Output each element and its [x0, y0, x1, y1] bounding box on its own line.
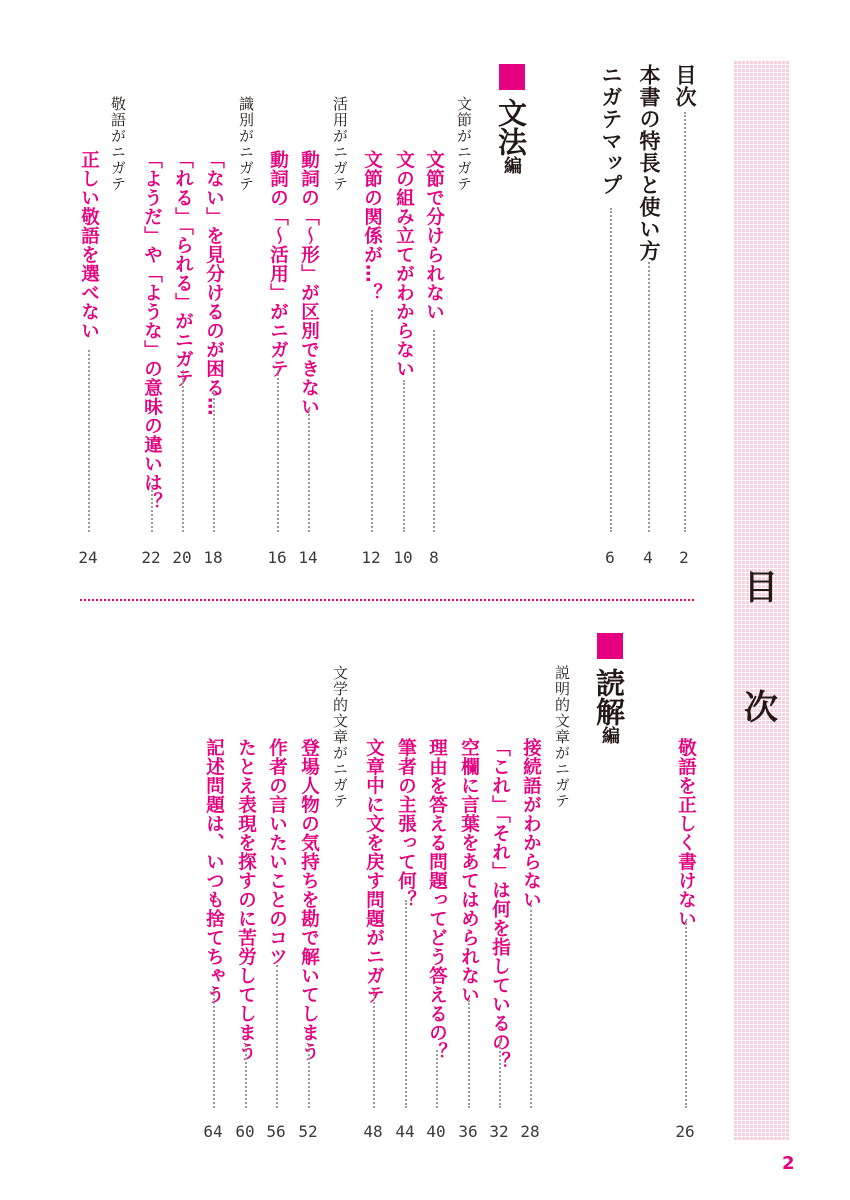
toc-entry[interactable]: 文の組み立てがわからない: [393, 150, 415, 378]
toc-entry[interactable]: 正しい敬語を選べない: [78, 150, 100, 340]
leader-dots: [403, 380, 405, 532]
leader-dots: [277, 370, 279, 532]
toc-entry[interactable]: 空欄に言葉をあてはめられない: [458, 738, 480, 1004]
leader-dots: [648, 262, 650, 532]
leader-dots: [182, 370, 184, 532]
toc-entry[interactable]: 「ようだ」や「ような」の意味の違いは？: [141, 150, 163, 511]
toc-entry-mokuji[interactable]: 目次: [673, 64, 697, 108]
page-ref: 26: [675, 1122, 695, 1141]
page-ref: 10: [393, 548, 413, 567]
toc-entry[interactable]: 「これ」「それ」は何を指しているの？: [489, 738, 511, 1071]
toc-entry[interactable]: 文節の関係が…？: [361, 150, 383, 302]
toc-entry[interactable]: たとえ表現を探すのに苦労してしまう: [235, 738, 257, 1061]
toc-entry[interactable]: 作者の言いたいことのコツ: [266, 738, 288, 966]
section-title-suffix: 編: [599, 726, 620, 744]
toc-entry[interactable]: 文章中に文を戻す問題がニガテ: [363, 738, 385, 1004]
leader-dots: [245, 1045, 247, 1108]
toc-entry[interactable]: 敬語を正しく書けない: [675, 738, 697, 928]
page-ref: 8: [429, 548, 439, 567]
page-ref: 44: [395, 1122, 415, 1141]
leader-dots: [373, 990, 375, 1108]
toc-entry-nigate-map[interactable]: ニガテマップ: [599, 64, 623, 196]
leader-dots: [468, 1000, 470, 1108]
leader-dots: [433, 330, 435, 532]
toc-entry-features[interactable]: 本書の特長と使い方: [637, 64, 661, 262]
toc-entry[interactable]: 記述問題は、いつも捨てちゃう: [203, 738, 225, 1004]
leader-dots: [371, 310, 373, 532]
page-ref: 32: [489, 1122, 509, 1141]
group-label: 識別がニガテ: [237, 96, 255, 192]
title-band: [733, 60, 789, 1140]
toc-entry[interactable]: 筆者の主張って何？: [395, 738, 417, 909]
page-ref: 48: [363, 1122, 383, 1141]
toc-entry[interactable]: 動詞の「〜活用」がニガテ: [267, 150, 289, 378]
toc-entry[interactable]: 登場人物の気持ちを勘で解いてしまう: [298, 738, 320, 1061]
leader-dots: [685, 920, 687, 1108]
page-number: 2: [782, 1153, 795, 1174]
title-char-2: 次: [744, 688, 778, 728]
leader-dots: [610, 208, 612, 532]
leader-dots: [151, 485, 153, 532]
page-ref: 22: [141, 548, 161, 567]
leader-dots: [276, 965, 278, 1108]
title-char-1: 目: [744, 568, 778, 608]
section-marker-square: [597, 633, 623, 659]
leader-dots: [405, 900, 407, 1108]
toc-entry[interactable]: 「れる」「られる」がニガテ: [172, 150, 194, 388]
page-ref: 64: [203, 1122, 223, 1141]
group-label: 説明的文章がニガテ: [553, 665, 571, 809]
page-ref: 4: [643, 548, 653, 567]
leader-dots: [213, 390, 215, 532]
page-ref: 56: [266, 1122, 286, 1141]
toc-entry[interactable]: 「ない」を見分けるのが困る…: [203, 150, 225, 416]
section-title-grammar: [494, 98, 528, 174]
leader-dots: [530, 905, 532, 1108]
leader-dots: [499, 1040, 501, 1108]
group-label: 活用がニガテ: [331, 96, 349, 192]
section-title-text: 読解: [592, 668, 626, 726]
section-title-reading: [592, 668, 626, 744]
page-ref: 52: [298, 1122, 318, 1141]
group-label: 敬語がニガテ: [109, 96, 127, 192]
group-label: 文節がニガテ: [455, 96, 473, 192]
toc-entry[interactable]: 理由を答える問題ってどう答えるの？: [426, 738, 448, 1061]
leader-dots: [436, 1050, 438, 1108]
toc-entry[interactable]: 文節で分けられない: [423, 150, 445, 321]
section-divider: [80, 599, 694, 601]
page-ref: 40: [426, 1122, 446, 1141]
toc-entry[interactable]: 動詞の「〜形」が区別できない: [298, 150, 320, 416]
page-ref: 6: [605, 548, 615, 567]
page-ref: 18: [203, 548, 223, 567]
page-ref: 16: [267, 548, 287, 567]
section-title-text: 文法: [494, 98, 528, 156]
page-ref: 14: [298, 548, 318, 567]
section-marker-square: [499, 64, 525, 90]
page-ref: 24: [78, 548, 98, 567]
leader-dots: [88, 350, 90, 532]
leader-dots: [213, 990, 215, 1108]
leader-dots: [308, 410, 310, 532]
page-ref: 12: [361, 548, 381, 567]
page-ref: 28: [520, 1122, 540, 1141]
section-title-suffix: 編: [501, 156, 522, 174]
page-ref: 2: [679, 548, 689, 567]
page-ref: 60: [235, 1122, 255, 1141]
page-ref: 36: [458, 1122, 478, 1141]
group-label: 文学的文章がニガテ: [331, 665, 349, 809]
toc-entry[interactable]: 接続語がわからない: [520, 738, 542, 909]
leader-dots: [308, 1045, 310, 1108]
leader-dots: [684, 112, 686, 532]
page-ref: 20: [172, 548, 192, 567]
